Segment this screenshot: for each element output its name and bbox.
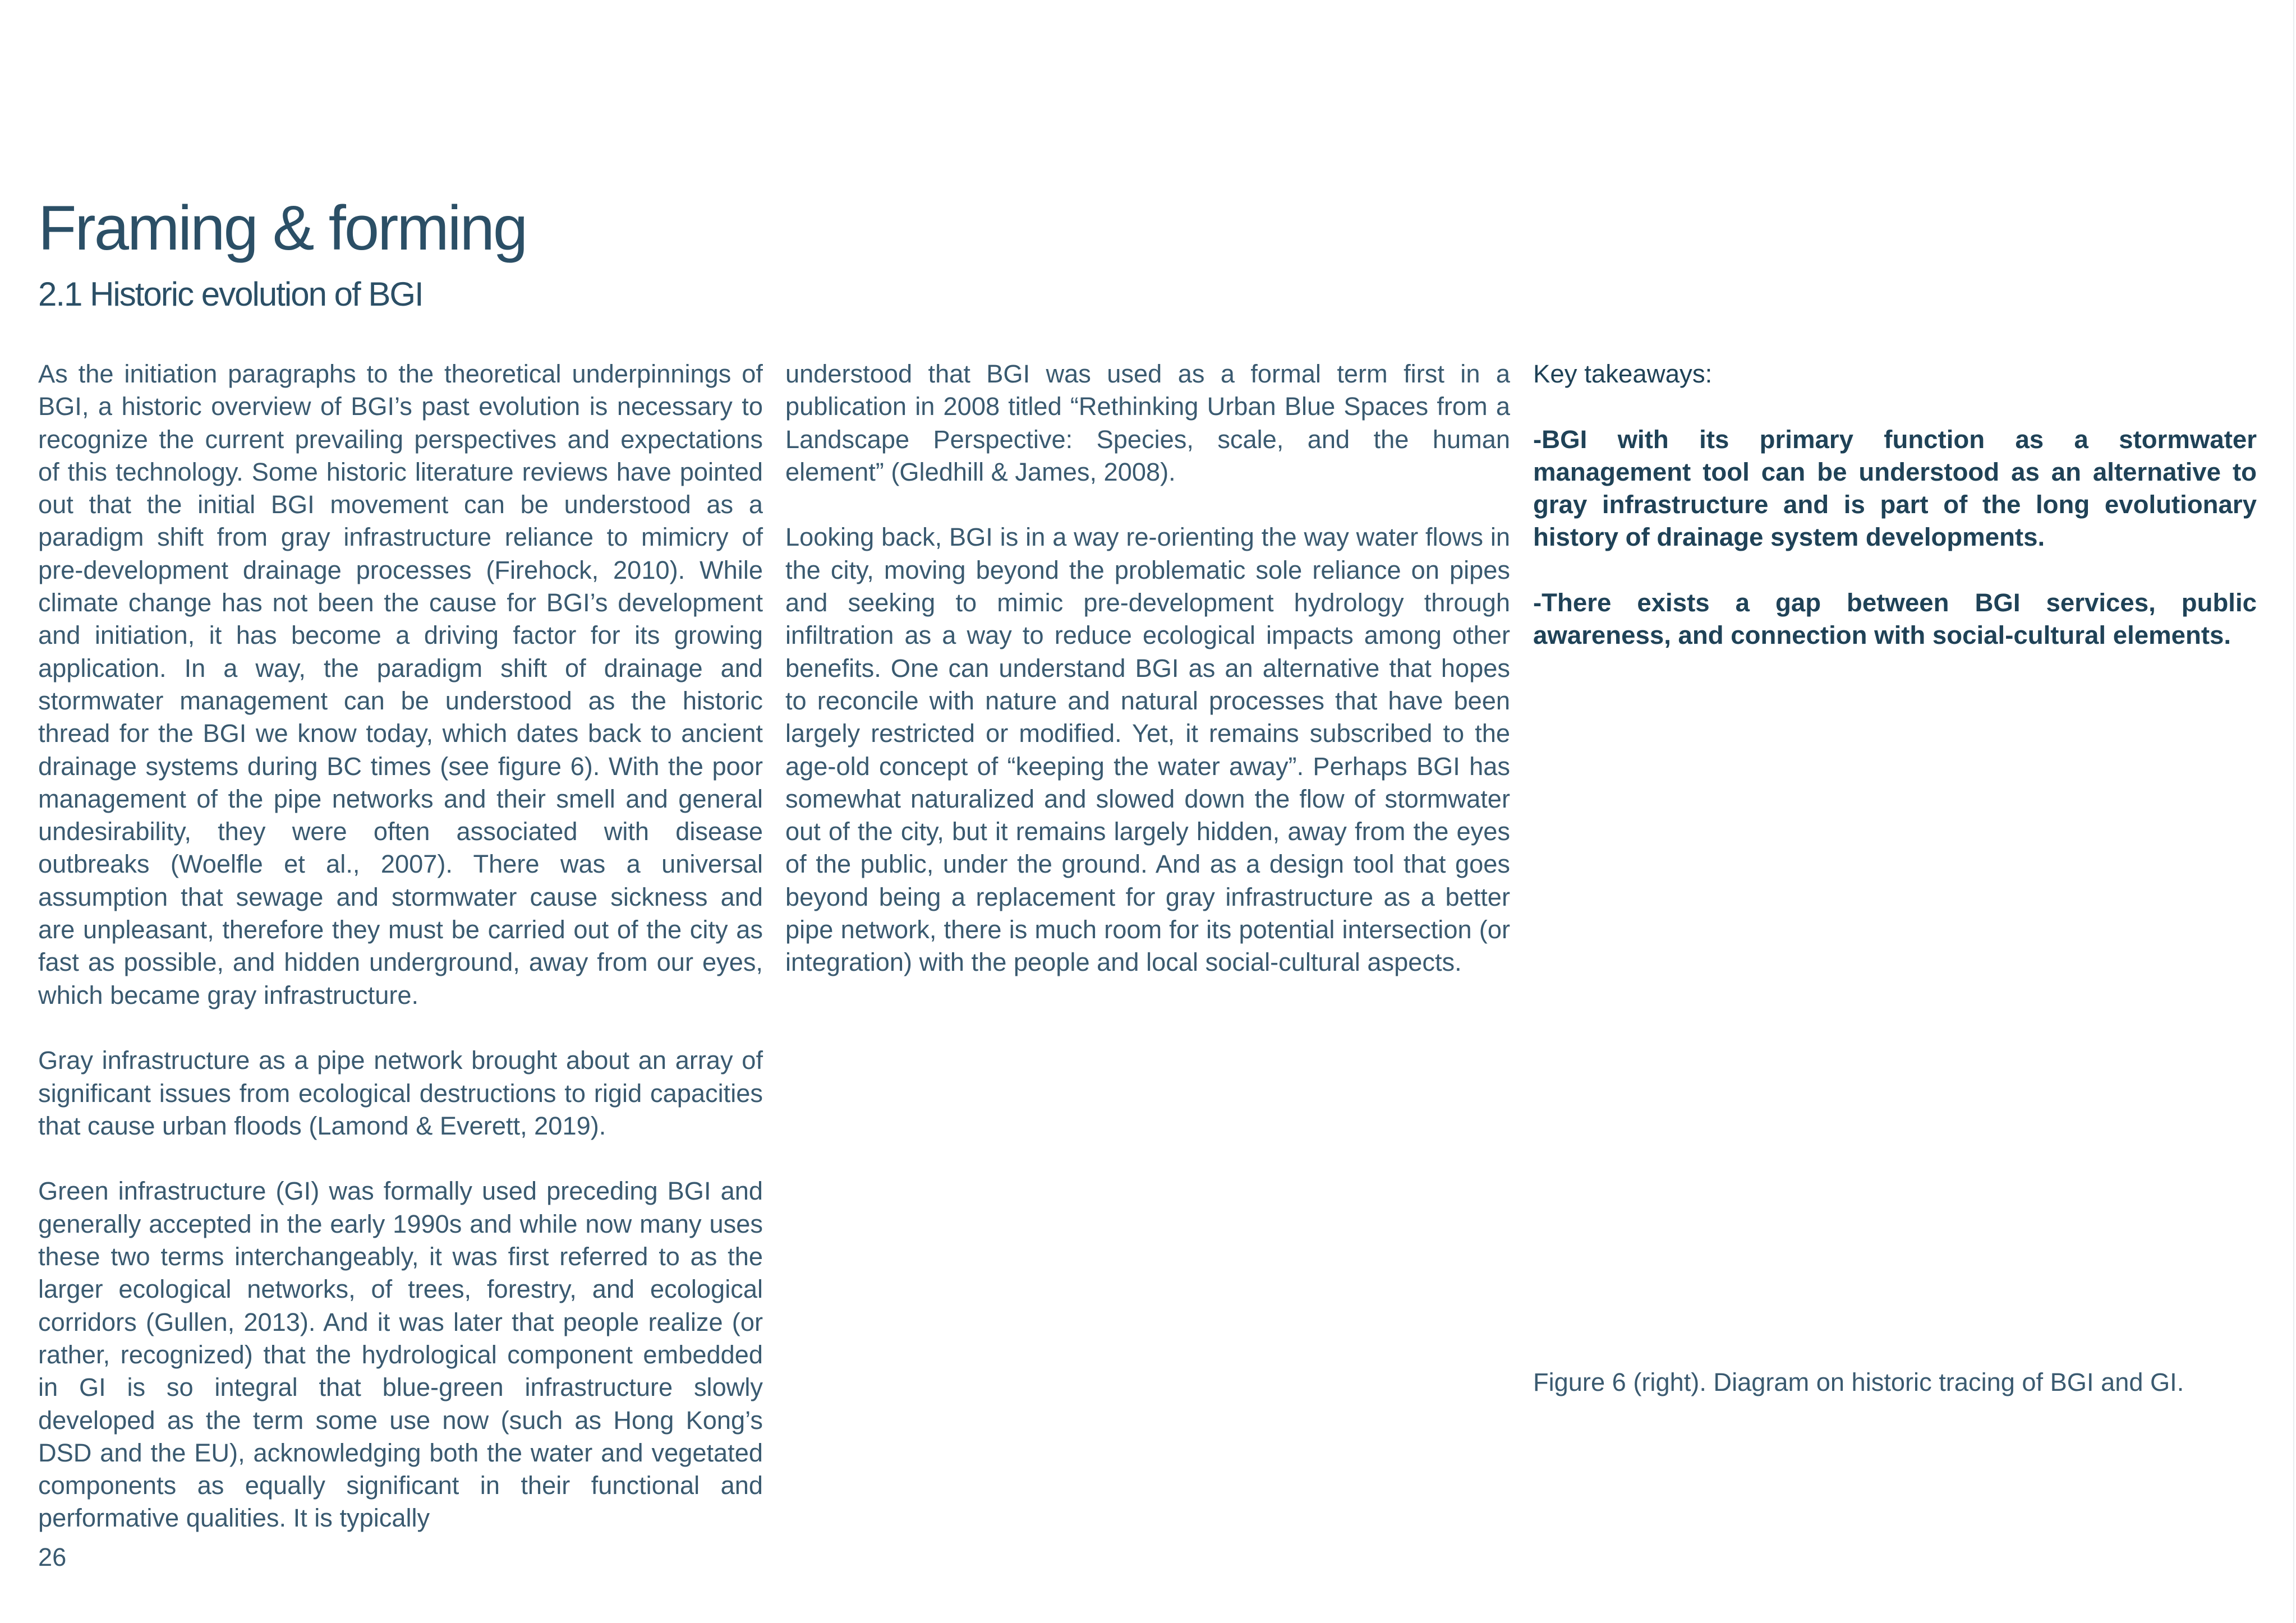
page-number: 26 bbox=[38, 1543, 67, 1571]
key-takeaway-item: -BGI with its primary function as a stormwater management tool can be understood as an alternative to gray infrastructure and is part of the long evolutionary history of drainage system developments. bbox=[1533, 425, 2257, 552]
text-column-2 bbox=[785, 358, 1510, 1012]
page-title: Framing & forming bbox=[38, 193, 527, 263]
page-edge-divider bbox=[2293, 0, 2294, 1623]
paragraph: As the initiation paragraphs to the theoretical underpinnings of BGI, a historic overview of BGI’s past evolution is necessary to recognize the current prevailing perspectives and expectations of this technology. Some historic literature reviews have pointed out that the initial BGI movement can be understood as a paradigm shift from gray infrastructure reliance to mimicry of pre-development drainage processes (Firehock, 2010). While climate change has not been the cause for BGI’s development and initiation, it has become a driving factor for its growing application. In a way, the paradigm shift of drainage and stormwater management can be understood as the historic thread for the BGI we know today, which dates back to ancient drainage systems during BC times (see figure 6). With the poor management of the pipe networks and their smell and general undesirability, they were often associated with disease outbreaks (Woelfle et al., 2007). There was a universal assumption that sewage and stormwater cause sickness and are unpleasant, therefore they must be carried out of the city as fast as possible, and hidden underground, away from our eyes, which became gray infrastructure. bbox=[38, 359, 763, 1009]
paragraph: Gray infrastructure as a pipe network brought about an array of significant issues from ecological destructions to rigid capacities that cause urban floods (Lamond & Everett, 2019). bbox=[38, 1046, 763, 1140]
text-column-1 bbox=[38, 358, 763, 1567]
figure-caption: Figure 6 (right). Diagram on historic tracing of BGI and GI. bbox=[1533, 1368, 2184, 1396]
key-takeaway-item: -There exists a gap between BGI services, public awareness, and connection with social-cultural elements. bbox=[1533, 588, 2257, 650]
key-takeaways bbox=[1533, 358, 2257, 685]
paragraph: Looking back, BGI is in a way re-orienting the way water flows in the city, moving beyond the problematic sole reliance on pipes and seeking to mimic pre-development hydrology through infiltration as a way to reduce ecological impacts among other benefits. One can understand BGI as an alternative that hopes to reconcile with nature and natural processes that have been largely restricted or modified. Yet, it remains subscribed to the age-old concept of “keeping the water away”. Perhaps BGI has somewhat naturalized and slowed down the flow of stormwater out of the city, but it remains largely hidden, away from the eyes of the public, under the ground. And as a design tool that goes beyond being a replacement for gray infrastructure as a better pipe network, there is much room for its potential intersection (or integration) with the people and local social-cultural aspects. bbox=[785, 523, 1510, 977]
key-takeaways-heading: Key takeaways: bbox=[1533, 359, 1713, 388]
paragraph: Green infrastructure (GI) was formally used preceding BGI and generally accepted in the early 1990s and while now many uses these two terms interchangeably, it was first referred to as the larger ecological networks, of trees, forestry, and ecological corridors (Gullen, 2013). And it was later that people realize (or rather, recognized) that the hydrological component embedded in GI is so integral that blue-green infrastructure slowly developed as the term some use now (such as Hong Kong’s DSD and the EU), acknowledging both the water and vegetated components as equally significant in their functional and performative qualities. It is typically bbox=[38, 1177, 763, 1533]
section-subtitle: 2.1 Historic evolution of BGI bbox=[38, 275, 423, 313]
paragraph: understood that BGI was used as a formal term first in a publication in 2008 titled “Rethinking Urban Blue Spaces from a Landscape Perspective: Species, scale, and the human element” (Gledhill & James, 2008). bbox=[785, 359, 1510, 486]
